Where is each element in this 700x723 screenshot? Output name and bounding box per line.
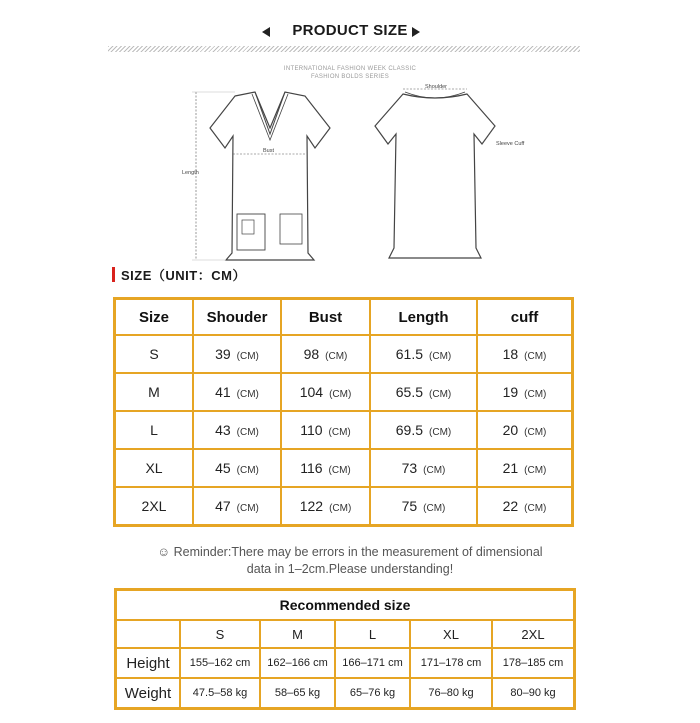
cuff-cell: 22 (CM) xyxy=(477,487,573,526)
rec-size-header: S xyxy=(180,620,260,648)
weight-cell: 65–76 kg xyxy=(335,678,410,709)
height-cell: 178–185 cm xyxy=(492,648,575,678)
shoulder-label: Shoulder xyxy=(425,84,448,90)
product-size-header xyxy=(0,18,700,46)
weight-row xyxy=(116,678,575,709)
height-cell: 155–162 cm xyxy=(180,648,260,678)
col-header-size: Size xyxy=(115,299,194,336)
shoulder-cell: 43 (CM) xyxy=(193,411,281,449)
reminder-line-2: data in 1–2cm.Please understanding! xyxy=(246,562,454,576)
table-row xyxy=(115,373,573,411)
weight-cell: 47.5–58 kg xyxy=(180,678,260,709)
length-cell: 65.5 (CM) xyxy=(370,373,477,411)
table-row xyxy=(115,335,573,373)
illustration-caption-2: FASHION BOLDS SERIES xyxy=(310,74,390,80)
bust-cell: 104 (CM) xyxy=(281,373,370,411)
length-label: Length xyxy=(182,170,199,176)
size-cell: XL xyxy=(115,449,194,487)
weight-cell: 80–90 kg xyxy=(492,678,575,709)
height-row xyxy=(116,648,575,678)
col-header-shoulder: Shouder xyxy=(193,299,281,336)
length-cell: 73 (CM) xyxy=(370,449,477,487)
size-cell: L xyxy=(115,411,194,449)
bust-cell: 110 (CM) xyxy=(281,411,370,449)
size-section-text: SIZE（UNIT：CM） xyxy=(121,267,246,283)
size-section-title xyxy=(112,264,246,284)
shirt-back-diagram xyxy=(345,88,525,268)
bust-cell: 116 (CM) xyxy=(281,449,370,487)
size-cell: S xyxy=(115,335,194,373)
reminder-note xyxy=(120,544,580,578)
rec-size-header: XL xyxy=(410,620,492,648)
length-cell: 61.5 (CM) xyxy=(370,335,477,373)
illustration-caption-1: INTERNATIONAL FASHION WEEK CLASSIC xyxy=(283,66,417,72)
cuff-cell: 18 (CM) xyxy=(477,335,573,373)
rec-size-header: M xyxy=(260,620,335,648)
size-cell: 2XL xyxy=(115,487,194,526)
table-row xyxy=(115,411,573,449)
col-header-length: Length xyxy=(370,299,477,336)
cuff-cell: 19 (CM) xyxy=(477,373,573,411)
size-table xyxy=(113,297,574,527)
table-row xyxy=(115,487,573,526)
size-cell: M xyxy=(115,373,194,411)
height-cell: 162–166 cm xyxy=(260,648,335,678)
length-cell: 69.5 (CM) xyxy=(370,411,477,449)
cuff-cell: 20 (CM) xyxy=(477,411,573,449)
col-header-cuff: cuff xyxy=(477,299,573,336)
height-cell: 166–171 cm xyxy=(335,648,410,678)
shoulder-cell: 41 (CM) xyxy=(193,373,281,411)
weight-cell: 58–65 kg xyxy=(260,678,335,709)
reminder-line-1: ☺ Reminder:There may be errors in the measurement of dimensional xyxy=(157,545,543,559)
table-row xyxy=(115,449,573,487)
empty-corner-cell xyxy=(116,620,181,648)
sleeve-cuff-label: Sleeve Cuff xyxy=(496,141,525,147)
shoulder-cell: 47 (CM) xyxy=(193,487,281,526)
rec-size-header: 2XL xyxy=(492,620,575,648)
bust-cell: 122 (CM) xyxy=(281,487,370,526)
height-label: Height xyxy=(116,648,181,678)
cuff-cell: 21 (CM) xyxy=(477,449,573,487)
height-cell: 171–178 cm xyxy=(410,648,492,678)
red-accent-bar xyxy=(112,267,115,282)
size-table-header-row xyxy=(115,299,573,336)
weight-cell: 76–80 kg xyxy=(410,678,492,709)
recommended-header-row xyxy=(116,620,575,648)
smiley-icon: ☺ xyxy=(157,545,171,559)
page-title: PRODUCT SIZE xyxy=(292,22,408,39)
bust-cell: 98 (CM) xyxy=(281,335,370,373)
rec-size-header: L xyxy=(335,620,410,648)
arrow-right-icon xyxy=(412,27,420,37)
bust-label: Bust xyxy=(263,148,275,154)
recommended-size-title: Recommended size xyxy=(116,590,575,621)
header-divider xyxy=(108,46,580,52)
recommended-size-table xyxy=(114,588,576,710)
shoulder-cell: 39 (CM) xyxy=(193,335,281,373)
col-header-bust: Bust xyxy=(281,299,370,336)
shirt-front-diagram xyxy=(180,88,360,268)
shoulder-cell: 45 (CM) xyxy=(193,449,281,487)
length-cell: 75 (CM) xyxy=(370,487,477,526)
weight-label: Weight xyxy=(116,678,181,709)
